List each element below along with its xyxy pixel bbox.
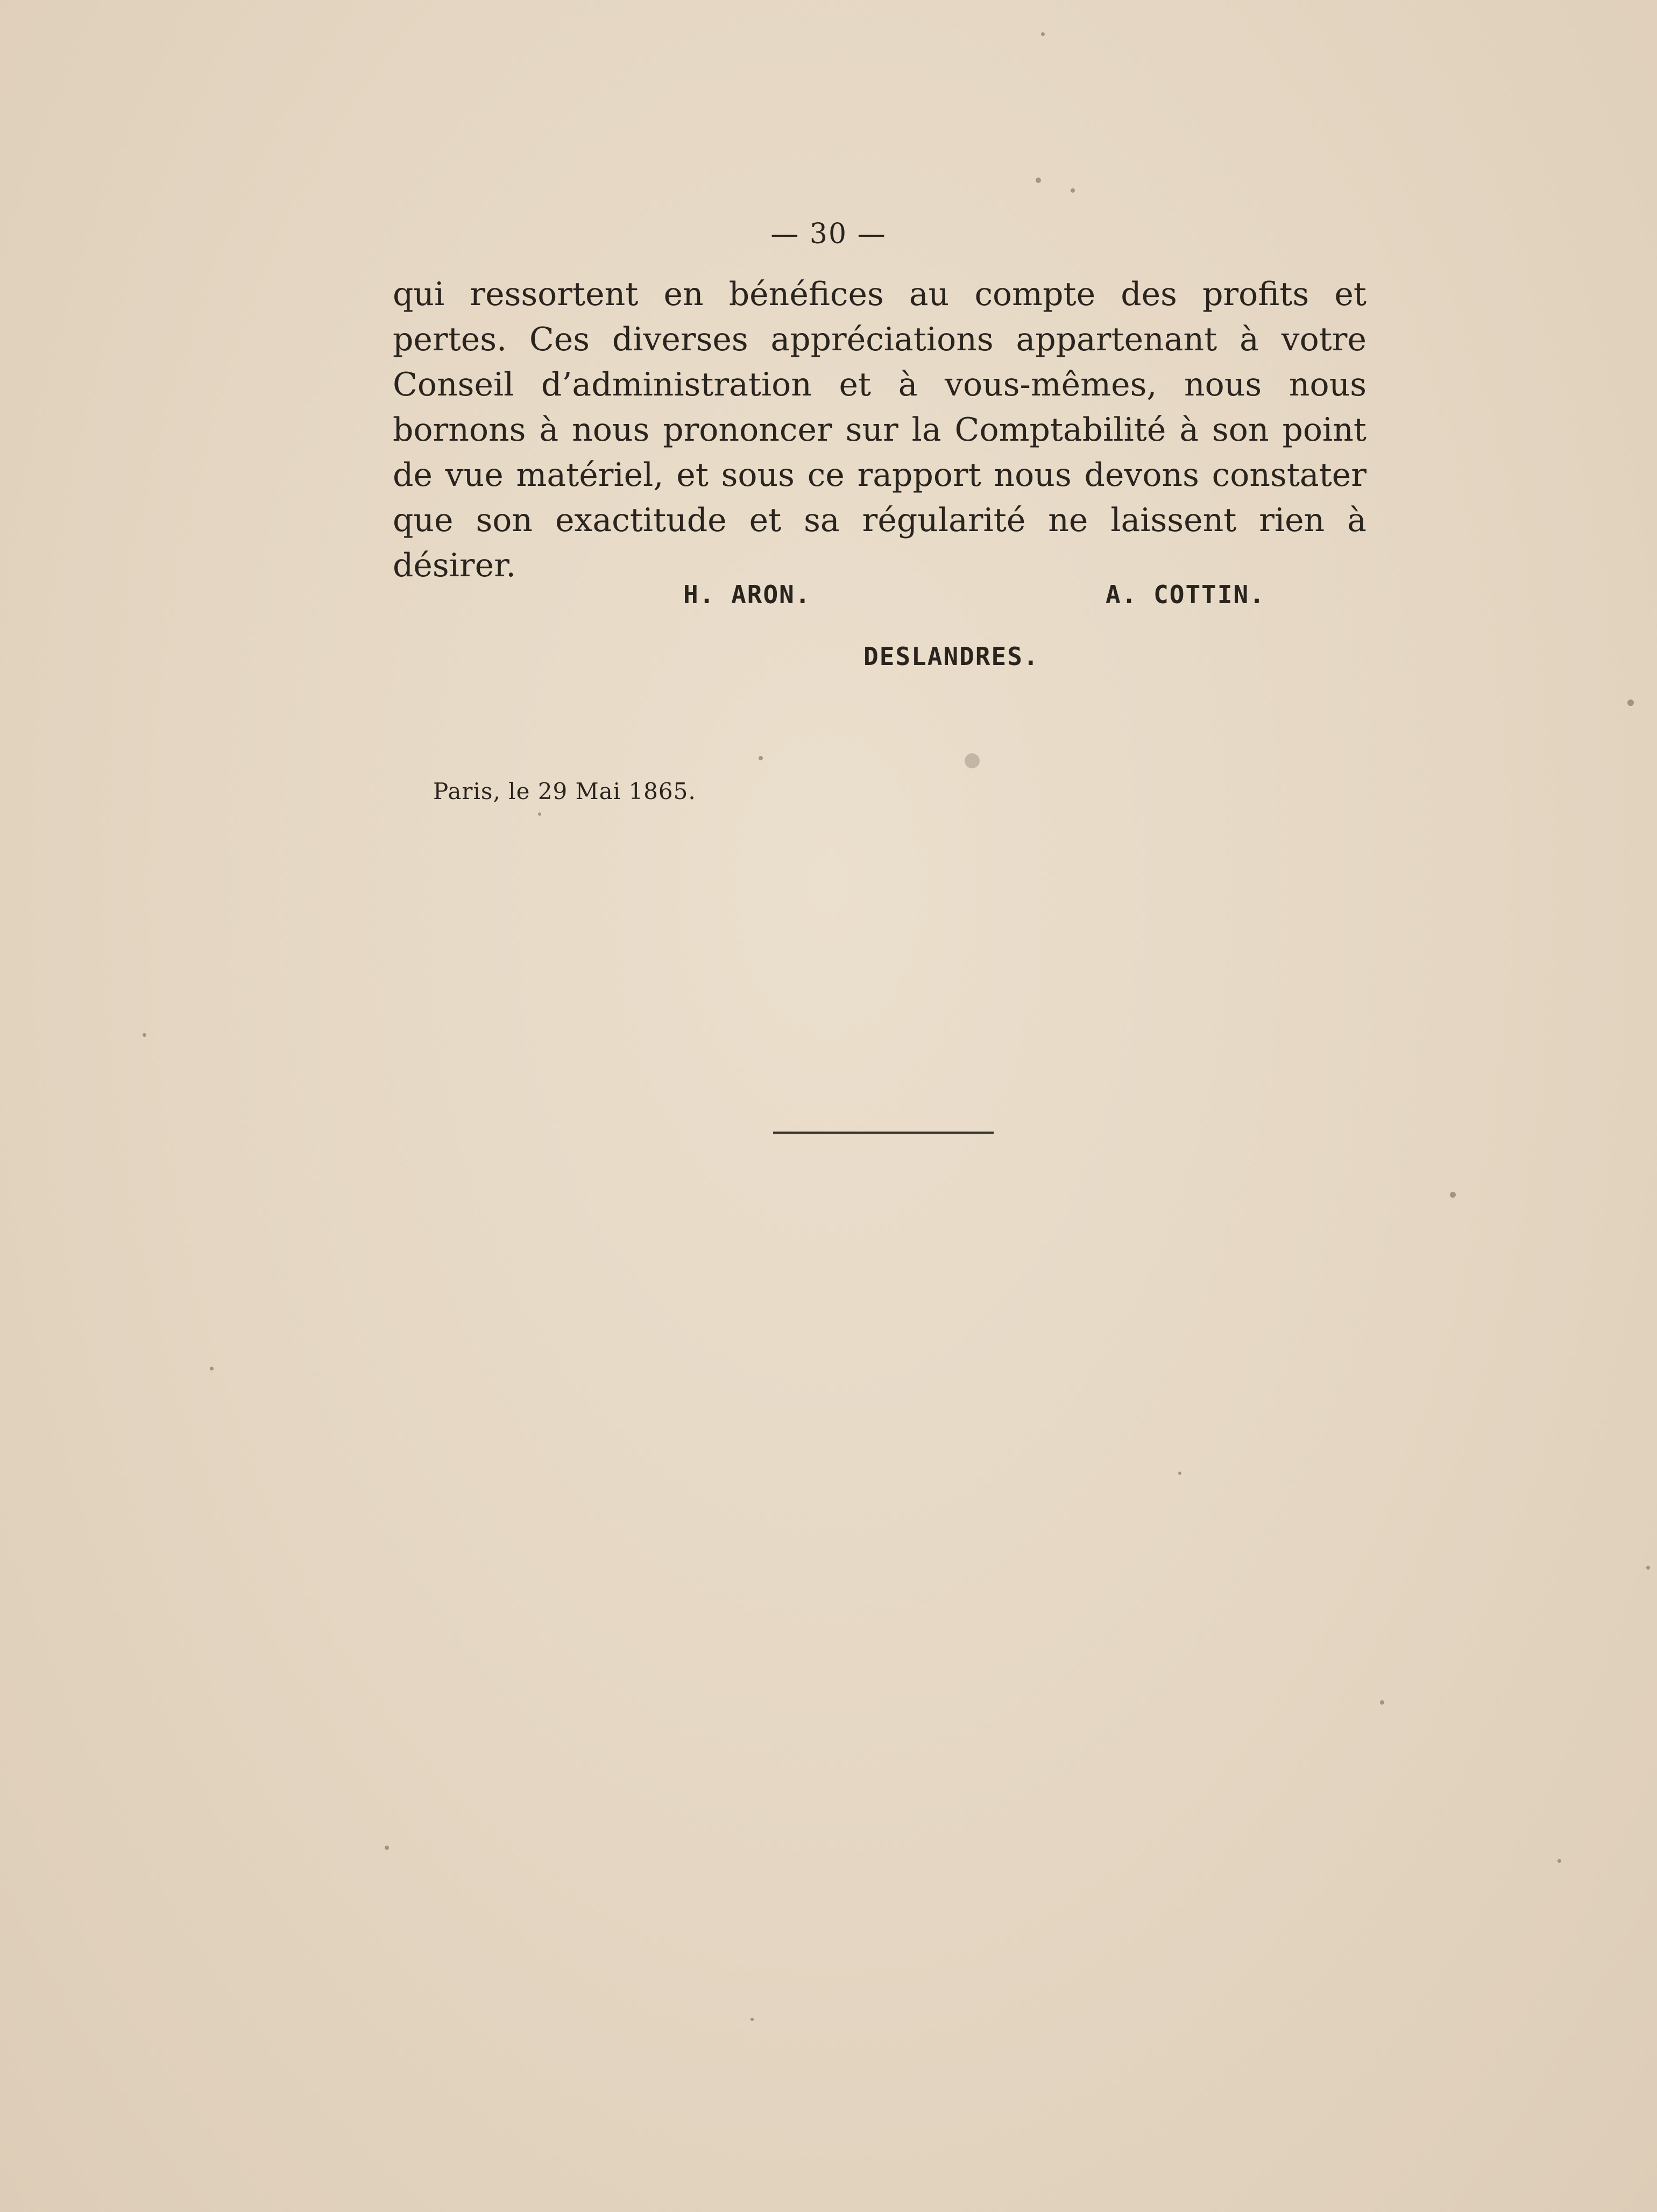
paper-speck	[1041, 32, 1045, 36]
paper-speck	[1071, 188, 1075, 193]
signature-aron: H. ARON.	[683, 580, 811, 609]
paper-speck	[143, 1033, 146, 1037]
paper-speck	[1450, 1192, 1456, 1198]
paper-speck	[1380, 1700, 1384, 1705]
paper-speck	[1036, 178, 1041, 183]
paper-speck	[1627, 699, 1634, 706]
closing-rule	[773, 1132, 994, 1134]
paper-speck	[1646, 1566, 1650, 1570]
paper-speck	[1557, 1859, 1561, 1863]
paper-speck	[538, 812, 541, 816]
paper-speck	[965, 753, 980, 768]
body-paragraph: qui ressortent en bénéfices au compte des profits et pertes. Ces diverses appréciations appartenant à votre Conseil d’administration et à vous-mêmes, nous nous bornons à nous prononcer sur la Comptabilité à son point de vue matériel, et sous ce rapport nous devons constater que son exactitude et sa régularité ne laissent rien à désirer.	[393, 275, 1366, 584]
signature-deslandres: DESLANDRES.	[863, 642, 1039, 671]
paper-speck	[1178, 1472, 1181, 1475]
paper-speck	[750, 2018, 754, 2021]
paper-speck	[385, 1846, 389, 1850]
date-line: Paris, le 29 Mai 1865.	[433, 778, 696, 804]
paper-speck	[210, 1367, 214, 1370]
page-number: — 30 —	[770, 218, 887, 250]
paper-speck	[759, 756, 763, 760]
bleed-through-texture	[377, 915, 1377, 1829]
signature-cottin: A. COTTIN.	[1106, 580, 1265, 609]
